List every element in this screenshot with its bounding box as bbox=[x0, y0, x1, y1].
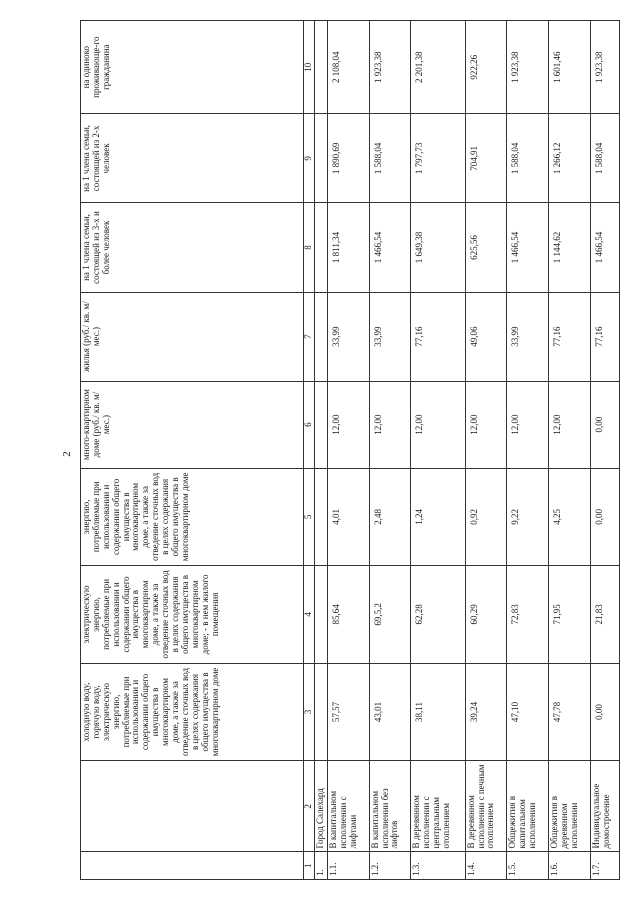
row-value: 33,99 bbox=[327, 292, 369, 381]
empty-cell bbox=[314, 203, 327, 292]
empty-cell bbox=[314, 114, 327, 203]
row-value: 49,06 bbox=[465, 292, 507, 381]
column-number: 8 bbox=[304, 203, 315, 292]
row-value: 1 588,04 bbox=[507, 114, 549, 203]
row-value: 1 266,12 bbox=[549, 114, 591, 203]
row-index: 1.5. bbox=[507, 852, 549, 880]
row-value: 33,99 bbox=[369, 292, 411, 381]
empty-cell bbox=[314, 566, 327, 664]
row-name: В деревянном исполнении с печным отоплением bbox=[465, 761, 507, 852]
row-value: 1 923,38 bbox=[369, 21, 411, 114]
page-number: 2 bbox=[60, 451, 73, 457]
row-value: 1 890,69 bbox=[327, 114, 369, 203]
row-value: 57,57 bbox=[327, 663, 369, 761]
row-value: 21,83 bbox=[590, 566, 619, 664]
row-index: 1.6. bbox=[549, 852, 591, 880]
row-value: 69,5,2 bbox=[369, 566, 411, 664]
column-number: 10 bbox=[304, 21, 315, 114]
header-cell-4: электрическую энергию, потребляемые при использовании и содержании общего имущества в многоквартирном доме, а также за отведение сточных вод в целях содержания общего имущества в многоквартирном доме; - в нем жилого помещения bbox=[81, 566, 304, 664]
row-value: 62,28 bbox=[411, 566, 465, 664]
row-value: 1 649,38 bbox=[411, 203, 465, 292]
column-number-row bbox=[304, 21, 315, 880]
row-name: В деревянном исполнении с центральным отоплением bbox=[411, 761, 465, 852]
row-value: 43,01 bbox=[369, 663, 411, 761]
row-value: 77,16 bbox=[411, 292, 465, 381]
row-value: 12,00 bbox=[507, 381, 549, 468]
row-value: 47,78 bbox=[549, 663, 591, 761]
header-cell-8: на 1 члена семьи, состоящей из 3-х и более человек bbox=[81, 203, 304, 292]
row-value: 12,00 bbox=[369, 381, 411, 468]
row-index: 1.7. bbox=[590, 852, 619, 880]
column-number: 6 bbox=[304, 381, 315, 468]
empty-cell bbox=[314, 468, 327, 566]
row-value: 2 201,38 bbox=[411, 21, 465, 114]
row-name: Общежития в деревянном исполнении bbox=[549, 761, 591, 852]
empty-cell bbox=[314, 663, 327, 761]
empty-cell bbox=[314, 21, 327, 114]
table-row bbox=[590, 21, 619, 880]
row-value: 12,00 bbox=[549, 381, 591, 468]
row-value: 2 108,04 bbox=[327, 21, 369, 114]
row-value: 12,00 bbox=[465, 381, 507, 468]
row-value: 38,11 bbox=[411, 663, 465, 761]
section-name: Город Салехард bbox=[314, 761, 327, 852]
row-value: 922,26 bbox=[465, 21, 507, 114]
row-value: 72,83 bbox=[507, 566, 549, 664]
tariff-table bbox=[80, 20, 620, 880]
table-row bbox=[369, 21, 411, 880]
row-index: 1.3. bbox=[411, 852, 465, 880]
table-row bbox=[549, 21, 591, 880]
row-value: 1 601,46 bbox=[549, 21, 591, 114]
row-index: 1.4. bbox=[465, 852, 507, 880]
section-row bbox=[314, 21, 327, 880]
row-value: 1 923,38 bbox=[590, 21, 619, 114]
column-number: 3 bbox=[304, 663, 315, 761]
table-row bbox=[411, 21, 465, 880]
header-cell-7: жилья (руб./ кв. м/мес.) bbox=[81, 292, 304, 381]
header-cell-10: на одиноко проживающе-го гражданина bbox=[81, 21, 304, 114]
table-body bbox=[81, 21, 620, 880]
column-number: 2 bbox=[304, 761, 315, 852]
row-value: 12,00 bbox=[411, 381, 465, 468]
row-value: 4,25 bbox=[549, 468, 591, 566]
row-value: 85,64 bbox=[327, 566, 369, 664]
header-cell-9: на 1 члена семьи, состоящей из 2-х человек bbox=[81, 114, 304, 203]
row-value: 1 588,04 bbox=[369, 114, 411, 203]
row-value: 77,16 bbox=[590, 292, 619, 381]
row-value: 1 923,38 bbox=[507, 21, 549, 114]
row-value: 1 588,04 bbox=[590, 114, 619, 203]
row-value: 60,29 bbox=[465, 566, 507, 664]
row-value: 0,00 bbox=[590, 468, 619, 566]
empty-cell bbox=[314, 381, 327, 468]
column-number: 7 bbox=[304, 292, 315, 381]
header-cell-5: энергию, потребляемые при использовании и содержании общего имущества в многоквартирном доме, а также за отведение сточных вод в целях содержания общего имущества в многоквартирном доме bbox=[81, 468, 304, 566]
row-value: 1 466,54 bbox=[590, 203, 619, 292]
row-value: 33,99 bbox=[507, 292, 549, 381]
header-cell-6: много-квартирном доме (руб./ кв. м/мес.) bbox=[81, 381, 304, 468]
rotated-table-container bbox=[80, 20, 620, 880]
row-name: В капитальном исполнении с лифтами bbox=[327, 761, 369, 852]
table-row bbox=[327, 21, 369, 880]
row-value: 71,95 bbox=[549, 566, 591, 664]
header-cell-3: холодную воду, горячую воду, электрическую энергию, потребляемые при использовании и содержании общего имущества в многоквартирном доме, а также за отведение сточных вод в целях содержания общего имущества в многоквартирном доме bbox=[81, 663, 304, 761]
row-name: Общежития в капитальном исполнении bbox=[507, 761, 549, 852]
row-value: 625,56 bbox=[465, 203, 507, 292]
table-row bbox=[465, 21, 507, 880]
column-number: 1 bbox=[304, 852, 315, 880]
row-value: 2,48 bbox=[369, 468, 411, 566]
empty-cell bbox=[314, 292, 327, 381]
row-value: 39,24 bbox=[465, 663, 507, 761]
row-value: 1 811,34 bbox=[327, 203, 369, 292]
column-number: 5 bbox=[304, 468, 315, 566]
row-value: 4,01 bbox=[327, 468, 369, 566]
row-index: 1.2. bbox=[369, 852, 411, 880]
row-value: 77,16 bbox=[549, 292, 591, 381]
column-number: 9 bbox=[304, 114, 315, 203]
row-value: 0,00 bbox=[590, 381, 619, 468]
row-value: 1 797,73 bbox=[411, 114, 465, 203]
row-value: 9,22 bbox=[507, 468, 549, 566]
row-value: 1 466,54 bbox=[507, 203, 549, 292]
row-name: Индивидуальное домостроение bbox=[590, 761, 619, 852]
row-index: 1.1. bbox=[327, 852, 369, 880]
row-value: 704,91 bbox=[465, 114, 507, 203]
header-row bbox=[81, 21, 304, 880]
row-value: 1 144,62 bbox=[549, 203, 591, 292]
header-cell-2 bbox=[81, 761, 304, 852]
table-row bbox=[507, 21, 549, 880]
row-value: 0,92 bbox=[465, 468, 507, 566]
section-index: 1. bbox=[314, 852, 327, 880]
row-value: 12,00 bbox=[327, 381, 369, 468]
column-number: 4 bbox=[304, 566, 315, 664]
row-value: 1,24 bbox=[411, 468, 465, 566]
row-value: 0,00 bbox=[590, 663, 619, 761]
row-value: 1 466,54 bbox=[369, 203, 411, 292]
row-value: 47,10 bbox=[507, 663, 549, 761]
row-name: В капитальном исполнении без лифтов bbox=[369, 761, 411, 852]
header-cell-1 bbox=[81, 852, 304, 880]
